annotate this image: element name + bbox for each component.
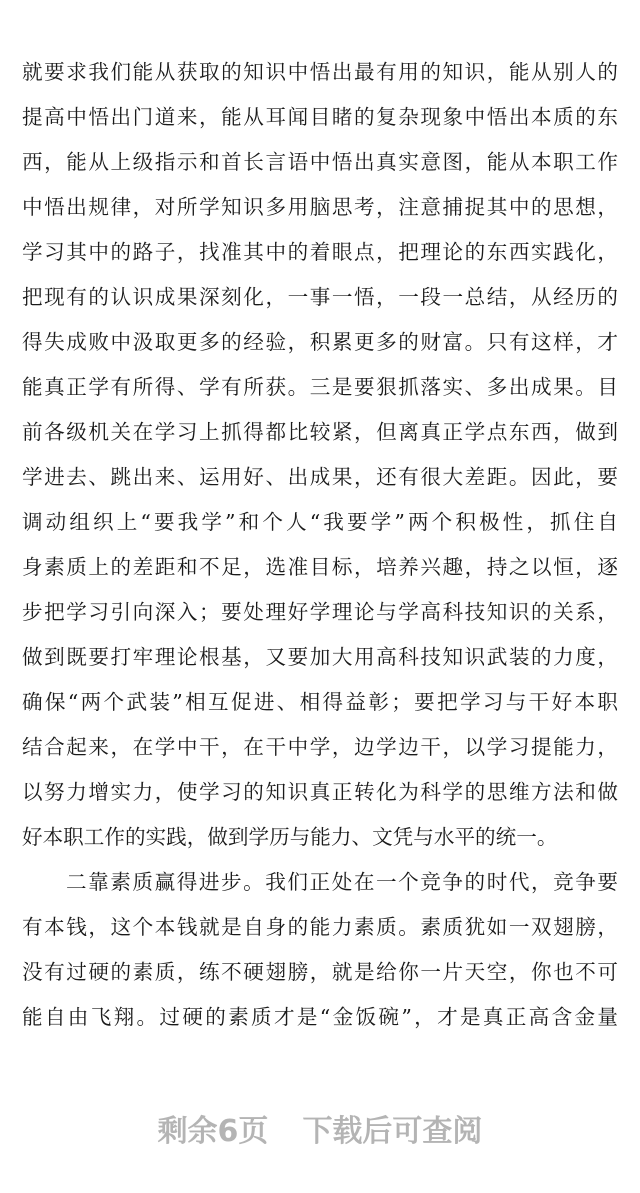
- text-line: 能自由飞翔。过硬的素质才是“金饭碗”，才是真正高含金量: [22, 1005, 618, 1029]
- text-line: 前各级机关在学习上抓得都比较紧，但离真正学点东西，做到: [22, 420, 618, 444]
- remaining-pages-label: 剩余6页: [157, 1114, 269, 1149]
- text-line: 有本钱，这个本钱就是自身的能力素质。素质犹如一双翅膀，: [22, 915, 618, 939]
- text-line: 身素质上的差距和不足，选准目标，培养兴趣，持之以恒，逐: [22, 555, 618, 579]
- text-line: 能真正学有所得、学有所获。三是要狠抓落实、多出成果。目: [22, 375, 618, 399]
- text-line: 确保“两个武装”相互促进、相得益彰；要把学习与干好本职: [22, 690, 618, 714]
- text-line: 没有过硬的素质，练不硬翅膀，就是给你一片天空，你也不可: [22, 960, 618, 984]
- text-line: 结合起来，在学中干，在干中学，边学边干，以学习提能力，: [22, 735, 618, 759]
- text-line: 提高中悟出门道来，能从耳闻目睹的复杂现象中悟出本质的东: [22, 105, 618, 129]
- text-line: 以努力增实力，使学习的知识真正转化为科学的思维方法和做: [22, 780, 618, 804]
- text-line: 得失成败中汲取更多的经验，积累更多的财富。只有这样，才: [22, 330, 618, 354]
- text-line: 就要求我们能从获取的知识中悟出最有用的知识，能从别人的: [22, 60, 618, 84]
- text-line: 西，能从上级指示和首长言语中悟出真实意图，能从本职工作: [22, 150, 618, 174]
- text-line: 调动组织上“要我学”和个人“我要学”两个积极性，抓住自: [22, 510, 618, 534]
- text-line: 步把学习引向深入；要处理好学理论与学高科技知识的关系，: [22, 600, 618, 624]
- download-prompt-banner[interactable]: [0, 1110, 640, 1154]
- text-line: 做到既要打牢理论根基，又要加大用高科技知识武装的力度，: [22, 645, 618, 669]
- download-hint-label: 下载后可查阅: [302, 1114, 483, 1149]
- paragraph-first-line: 二靠素质赢得进步。我们正处在一个竞争的时代，竞争要: [66, 870, 618, 894]
- text-line: 把现有的认识成果深刻化，一事一悟，一段一总结，从经历的: [22, 285, 618, 309]
- text-line: 学进去、跳出来、运用好、出成果，还有很大差距。因此，要: [22, 465, 618, 489]
- text-line: 中悟出规律，对所学知识多用脑思考，注意捕捉其中的思想，: [22, 195, 618, 219]
- paragraph-last-line: 好本职工作的实践，做到学历与能力、文凭与水平的统一。: [22, 825, 558, 849]
- text-line: 学习其中的路子，找准其中的着眼点，把理论的东西实践化，: [22, 240, 618, 264]
